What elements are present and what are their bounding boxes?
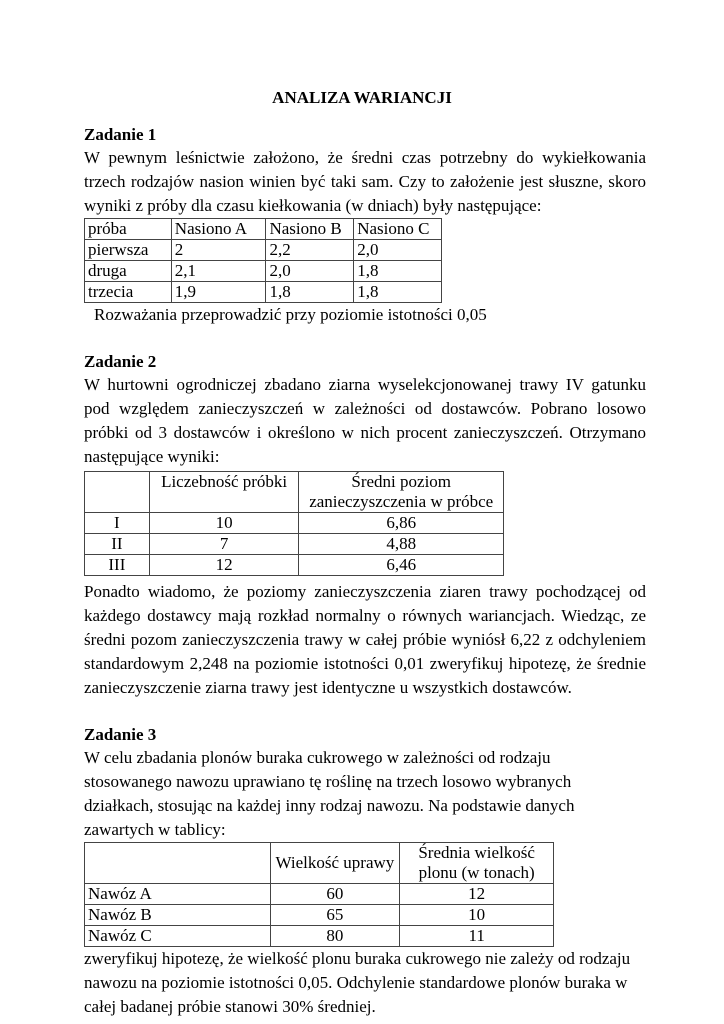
table-cell: 1,8 (266, 282, 354, 303)
table-header-cell: Wielkość uprawy (270, 843, 400, 884)
table-cell: Nawóz A (85, 884, 271, 905)
task2-text: W hurtowni ogrodniczej zbadano ziarna wyselekcjonowanej trawy IV gatunku pod względem zanieczyszczeń w zależności od dostawców. Pobrano losowo próbki od 3 dostawców i określono w nich procent zanieczyszczeń. Otrzymano następujące wyniki: (84, 375, 646, 466)
table-cell: 80 (270, 926, 400, 947)
task2-text2: Ponadto wiadomo, że poziomy zanieczyszczenia ziaren trawy pochodzącej od każdego dostawcy mają rozkład normalny o równych wariancjach. Wiedząc, ze średni pozom zanieczyszczenia trawy w całej próbie wyniósł 6,22 z odchyleniem standardowym 2,248 na poziomie istotności 0,01 zweryfikuj hipotezę, że średnie zanieczyszczenie ziarna trawy jest identyczne u wszystkich dostawców. (84, 582, 646, 697)
table-cell: I (85, 513, 150, 534)
table-row (85, 884, 554, 905)
table-cell: 12 (400, 884, 554, 905)
document-title: ANALIZA WARIANCJI (272, 88, 452, 107)
table-cell: 11 (400, 926, 554, 947)
table-cell: III (85, 555, 150, 576)
table-header-cell: Średni poziom zanieczyszczenia w próbce (299, 472, 504, 513)
document-page (84, 86, 646, 1019)
task2-heading: Zadanie 2 (84, 352, 157, 371)
table-cell: 60 (270, 884, 400, 905)
table-cell: 10 (149, 513, 299, 534)
table-cell: 6,86 (299, 513, 504, 534)
table-row (85, 555, 504, 576)
table-row (85, 534, 504, 555)
table-cell: 2,2 (266, 240, 354, 261)
table-cell: 6,46 (299, 555, 504, 576)
table-cell: 12 (149, 555, 299, 576)
task3-heading: Zadanie 3 (84, 725, 157, 744)
table-cell: Nawóz B (85, 905, 271, 926)
table-header-cell (85, 843, 271, 884)
table-cell: 2,1 (171, 261, 266, 282)
table-header-cell: Nasiono B (266, 219, 354, 240)
task3-text2: zweryfikuj hipotezę, że wielkość plonu buraka cukrowego nie zależy od rodzaju nawozu na poziomie istotności 0,05. Odchylenie standardowe plonów buraka w całej badanej próbie stanowi 30% średniej. (84, 949, 631, 1016)
table-cell: 4,88 (299, 534, 504, 555)
table-header-row (85, 843, 554, 884)
task1-table (84, 218, 442, 303)
table-header-row (85, 472, 504, 513)
table-cell: 1,8 (354, 261, 442, 282)
table-cell: 2 (171, 240, 266, 261)
table-header-cell: próba (85, 219, 172, 240)
task1-note: Rozważania przeprowadzić przy poziomie istotności 0,05 (94, 305, 487, 324)
spacer (84, 327, 646, 351)
table-cell: Nawóz C (85, 926, 271, 947)
table-row (85, 240, 442, 261)
table-cell: 2,0 (354, 240, 442, 261)
table-row (85, 282, 442, 303)
table-header-cell: Nasiono C (354, 219, 442, 240)
table-cell: 65 (270, 905, 400, 926)
table-cell: 7 (149, 534, 299, 555)
task3-table (84, 842, 554, 947)
table-header-cell (85, 472, 150, 513)
table-header-cell: Nasiono A (171, 219, 266, 240)
table-cell: druga (85, 261, 172, 282)
table-cell: 1,8 (354, 282, 442, 303)
table-header-cell: Liczebność próbki (149, 472, 299, 513)
task2-table (84, 471, 504, 576)
table-cell: trzecia (85, 282, 172, 303)
task1-heading: Zadanie 1 (84, 125, 157, 144)
task3-text: W celu zbadania plonów buraka cukrowego w zależności od rodzaju stosowanego nawozu uprawiano tę roślinę na trzech losowo wybranych działkach, stosując na każdej inny rodzaj nawozu. Na podstawie danych zawartych w tablicy: (84, 748, 575, 839)
table-cell: 10 (400, 905, 554, 926)
spacer (84, 700, 646, 724)
task1-text: W pewnym leśnictwie założono, że średni czas potrzebny do wykiełkowania trzech rodzajów nasion winien być taki sam. Czy to założenie jest słuszne, skoro wyniki z próby dla czasu kiełkowania (w dniach) były następujące: (84, 148, 646, 215)
table-row (85, 261, 442, 282)
table-cell: 1,9 (171, 282, 266, 303)
table-row (85, 926, 554, 947)
table-header-cell: Średnia wielkość plonu (w tonach) (400, 843, 554, 884)
table-row (85, 513, 504, 534)
table-cell: 2,0 (266, 261, 354, 282)
table-header-row (85, 219, 442, 240)
table-cell: pierwsza (85, 240, 172, 261)
table-row (85, 905, 554, 926)
table-cell: II (85, 534, 150, 555)
